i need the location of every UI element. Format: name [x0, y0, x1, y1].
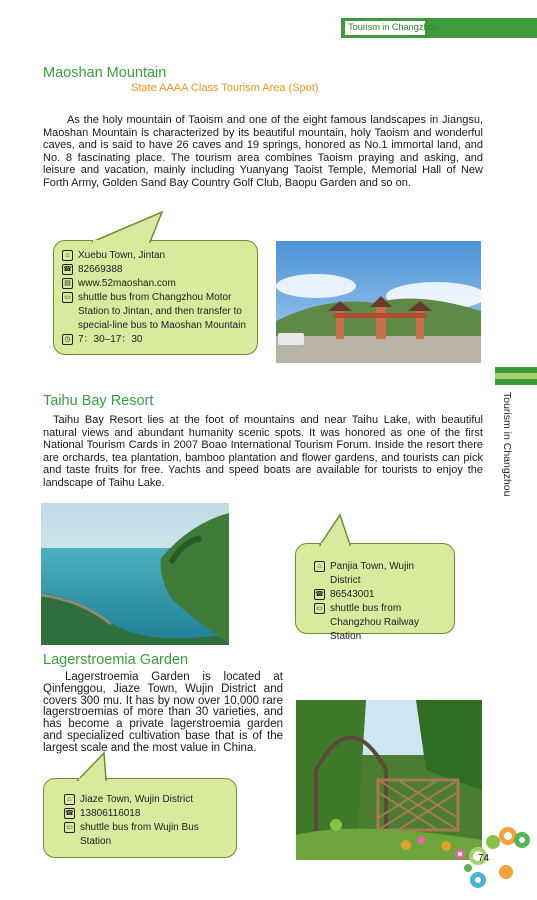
side-label [495, 392, 515, 522]
taihu-phone: 86543001 [330, 589, 375, 600]
lager-transport: shuttle bus from Wujin Bus Station [80, 822, 199, 847]
side-tab-bar [495, 367, 537, 385]
bubble-tail [92, 214, 152, 244]
bubble-tail [320, 517, 360, 547]
lager-address: Jiaze Town, Wujin District [80, 794, 193, 805]
phone-icon: ☎ [63, 266, 72, 273]
house-icon: ⌂ [64, 794, 75, 805]
taihu-transport: shuttle bus from Changzhou Railway Station [330, 603, 419, 642]
house-icon: ⌂ [62, 250, 73, 261]
maoshan-phone-row [62, 263, 249, 277]
header-tab [341, 18, 537, 38]
lager-address-row [64, 793, 228, 807]
side-label-text: Tourism in Changzhou [501, 392, 513, 497]
header-tab-label: Tourism in Changzhou [344, 20, 426, 36]
lager-body: Lagerstroemia Garden is located at Qinfenggou, Jiaze Town, Wujin District and covers 300 mu. It has by now over 10,000 rare lagerstroemias of more than 30 varieties, and has become a private lagerstroemia garden and specialized cultivation base that is of the largest scale and the most value in China. [43, 671, 283, 754]
maoshan-info-bubble [53, 240, 258, 355]
maoshan-hours-row [62, 333, 249, 347]
maoshan-hours: 7：30–17：30 [78, 334, 143, 345]
lager-phone-row [64, 807, 228, 821]
taihu-address-row [314, 560, 446, 588]
taihu-phone-row [314, 588, 446, 602]
maoshan-title: Maoshan Mountain [43, 65, 167, 81]
taihu-body: Taihu Bay Resort lies at the foot of mountains and near Taihu Lake, with beautiful natural views and abundant humanity scenic spots. It was honored as one of the first National Tourism Cards in 2007 Boao International Tourism Forum. Inside the resort there are orchards, tea plantation, bamboo plantation and flower gardens, and tourists can pick and taste fruits for free. Yachts and speed boats are available for tourists to enjoy the landscape of Taihu Lake. [43, 414, 483, 489]
taihu-lake-photo [41, 503, 229, 645]
decorative-circles [448, 822, 533, 892]
taihu-transport-row [314, 602, 446, 644]
maoshan-body: As the holy mountain of Taoism and one of the eight famous landscapes in Jiangsu, Maoshan Mountain is characterized by its beautiful mountain, holy Taoism and wonderful caves, and is said to have 26 caves and 19 springs, honored as No.1 immortal land, and No. 8 fascinating place. The tourism area combines Taoism praying and asking, and leisure and vacation, mainly including Yuanyang Taoist Temple, Memorial Hall of New Forth Army, Golden Sand Bay Country Golf Club, Baopu Garden and so on. [43, 114, 483, 189]
lager-phone: 13806116018 [80, 808, 141, 819]
maoshan-gate-photo [276, 241, 481, 363]
side-tab-stripe [495, 373, 537, 379]
web-icon: ▤ [62, 278, 73, 289]
bus-icon: ▭ [62, 292, 73, 303]
house-icon: ⌂ [314, 561, 325, 572]
taihu-info-list [304, 552, 446, 644]
maoshan-address-row [62, 249, 249, 263]
phone-icon: ☎ [65, 810, 74, 817]
bus-icon: ▭ [64, 822, 75, 833]
lager-info-list [52, 787, 228, 849]
taihu-title: Taihu Bay Resort [43, 393, 154, 409]
maoshan-transport: shuttle bus from Changzhou Motor Station to Jintan, and then transfer to special-line bus to Maoshan Mountain [78, 292, 246, 331]
maoshan-transport-row [62, 291, 249, 333]
page-number: 74 [478, 853, 490, 864]
maoshan-subtitle: State AAAA Class Tourism Area (Spot) [131, 82, 319, 94]
lager-title: Lagerstroemia Garden [43, 652, 189, 668]
lager-info-bubble [43, 778, 237, 858]
maoshan-phone: 82669388 [78, 264, 123, 275]
bubble-tail [78, 755, 118, 782]
lager-transport-row [64, 821, 228, 849]
clock-icon: ◷ [62, 334, 73, 345]
taihu-info-bubble [295, 543, 455, 642]
maoshan-website[interactable]: www.52maoshan.com [78, 278, 176, 289]
taihu-address: Panjia Town, Wujin District [330, 561, 415, 586]
maoshan-website-row [62, 277, 249, 291]
phone-icon: ☎ [315, 591, 324, 598]
maoshan-address: Xuebu Town, Jintan [78, 250, 166, 261]
bus-icon: ▭ [314, 603, 325, 614]
